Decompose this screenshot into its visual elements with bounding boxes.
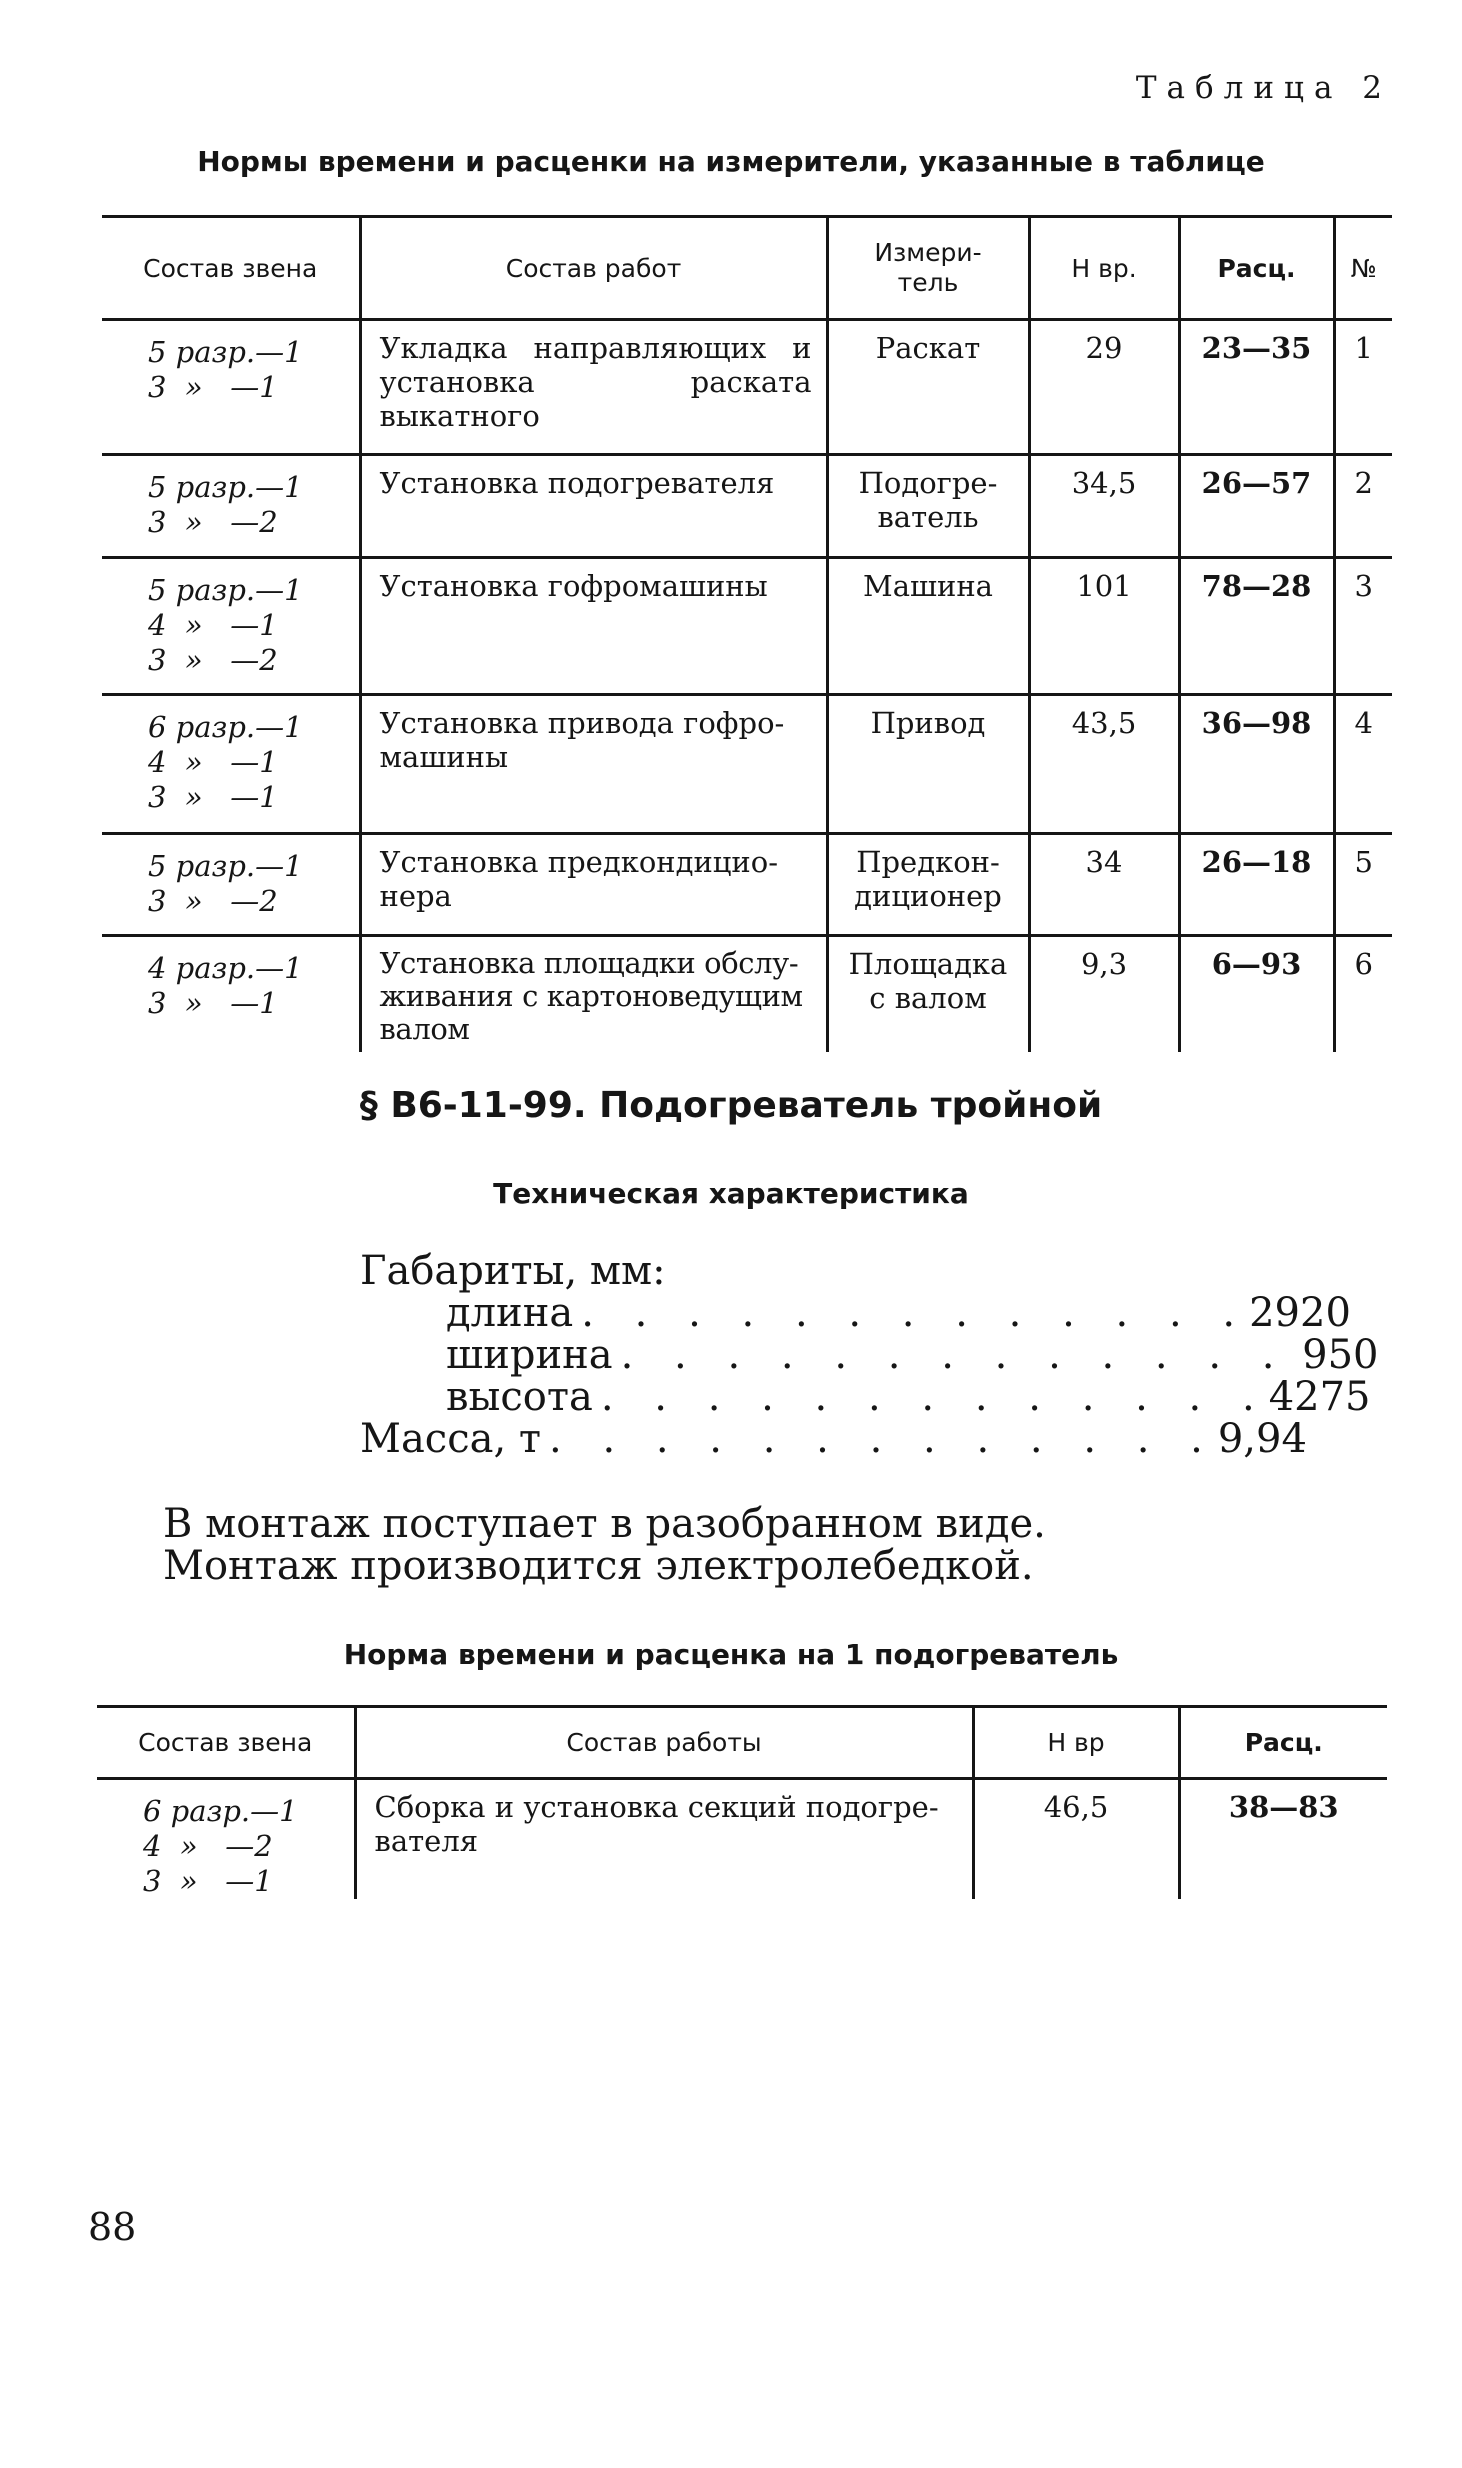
header-norm: Н вр — [973, 1707, 1179, 1779]
rate-cell: 38—83 — [1179, 1779, 1387, 1900]
table-label: Таблица 2 — [1135, 70, 1392, 106]
crew-cell: 5 разр.—1 3 » —2 — [102, 834, 360, 936]
table-row — [102, 936, 1392, 1052]
spec-value: 4275 — [1268, 1374, 1371, 1420]
measure-cell: Подогре- ватель — [827, 455, 1029, 558]
work-cell: Сборка и установка секций подогре- вателя — [355, 1779, 973, 1900]
header-rate: Расц. — [1179, 1707, 1387, 1779]
spec-row — [360, 1290, 1351, 1336]
paragraph-line-1: В монтаж поступает в разобранном виде. — [163, 1501, 1046, 1547]
crew-cell: 5 разр.—1 3 » —2 — [102, 455, 360, 558]
table-row — [102, 558, 1392, 695]
spec-row — [360, 1374, 1371, 1420]
number-cell: 4 — [1334, 695, 1392, 834]
header-work: Состав работ — [360, 217, 827, 320]
rate-cell: 6—93 — [1179, 936, 1334, 1052]
norm-cell: 29 — [1029, 320, 1179, 455]
page-number: 88 — [88, 2205, 137, 2249]
table-row — [102, 695, 1392, 834]
table-row — [97, 1779, 1387, 1900]
number-cell: 1 — [1334, 320, 1392, 455]
leader-dots: . . . . . . . . . . . . . — [620, 1332, 1289, 1378]
specs-title: Габариты, мм: — [360, 1248, 666, 1294]
measure-cell: Раскат — [827, 320, 1029, 455]
spec-value: 2920 — [1249, 1290, 1351, 1336]
table1-caption: Нормы времени и расценки на измерители, указанные в таблице — [197, 145, 1265, 178]
spec-name: длина — [446, 1290, 574, 1336]
table-row — [102, 455, 1392, 558]
norm-cell: 34,5 — [1029, 455, 1179, 558]
rate-cell: 36—98 — [1179, 695, 1334, 834]
section-heading: § В6-11-99. Подогреватель тройной — [359, 1085, 1103, 1126]
header-norm: Н вр. — [1029, 217, 1179, 320]
specs-block — [360, 1248, 1379, 1462]
work-cell: Укладка направляющих и установка раската выкатного — [360, 320, 827, 455]
norm-cell: 101 — [1029, 558, 1179, 695]
spec-value: 9,94 — [1217, 1416, 1307, 1462]
crew-cell: 5 разр.—1 3 » —1 — [102, 320, 360, 455]
norm-table-2 — [97, 1705, 1387, 1899]
work-cell: Установка привода гофро- машины — [360, 695, 827, 834]
header-number: № — [1334, 217, 1392, 320]
header-work: Состав работы — [355, 1707, 973, 1779]
rate-cell: 26—57 — [1179, 455, 1334, 558]
spec-name: ширина — [446, 1332, 613, 1378]
crew-cell: 6 разр.—1 4 » —1 3 » —1 — [102, 695, 360, 834]
number-cell: 2 — [1334, 455, 1392, 558]
rate-cell: 26—18 — [1179, 834, 1334, 936]
table-row — [102, 320, 1392, 455]
table-row — [102, 834, 1392, 936]
table2-caption: Норма времени и расценка на 1 подогреватель — [343, 1638, 1119, 1671]
spec-name: Масса, т — [360, 1416, 542, 1462]
header-crew: Состав звена — [102, 217, 360, 320]
norm-cell: 43,5 — [1029, 695, 1179, 834]
crew-cell: 5 разр.—1 4 » —1 3 » —2 — [102, 558, 360, 695]
measure-cell: Привод — [827, 695, 1029, 834]
norm-cell: 9,3 — [1029, 936, 1179, 1052]
work-cell: Установка предкондицио- нера — [360, 834, 827, 936]
work-cell: Установка площадки обслу- живания с картоноведущим валом — [360, 936, 827, 1052]
number-cell: 3 — [1334, 558, 1392, 695]
work-cell: Установка гофромашины — [360, 558, 827, 695]
spec-value: 950 — [1302, 1332, 1379, 1378]
header-crew: Состав звена — [97, 1707, 355, 1779]
tech-heading: Техническая характеристика — [493, 1177, 969, 1210]
number-cell: 6 — [1334, 936, 1392, 1052]
crew-cell: 6 разр.—1 4 » —2 3 » —1 — [143, 1794, 298, 1898]
norms-table — [102, 215, 1392, 1052]
work-cell: Установка подогревателя — [360, 455, 827, 558]
paragraph-line-2: Монтаж производится электролебедкой. — [163, 1543, 1034, 1589]
rate-cell: 23—35 — [1179, 320, 1334, 455]
header-rate: Расц. — [1179, 217, 1334, 320]
leader-dots: . . . . . . . . . . . . . — [600, 1374, 1269, 1420]
number-cell: 5 — [1334, 834, 1392, 936]
rate-cell: 78—28 — [1179, 558, 1334, 695]
leader-dots: . . . . . . . . . . . . . — [581, 1290, 1250, 1336]
measure-cell: Машина — [827, 558, 1029, 695]
crew-cell: 4 разр.—1 3 » —1 — [148, 951, 303, 1020]
header-measure: Измери- тель — [827, 217, 1029, 320]
spec-row — [360, 1416, 1307, 1462]
spec-row — [360, 1332, 1379, 1378]
leader-dots: . . . . . . . . . . . . . — [549, 1416, 1217, 1462]
norm-cell: 46,5 — [973, 1779, 1179, 1900]
spec-name: высота — [446, 1374, 593, 1420]
measure-cell: Площадка с валом — [827, 936, 1029, 1052]
norm-cell: 34 — [1029, 834, 1179, 936]
measure-cell: Предкон- диционер — [827, 834, 1029, 936]
